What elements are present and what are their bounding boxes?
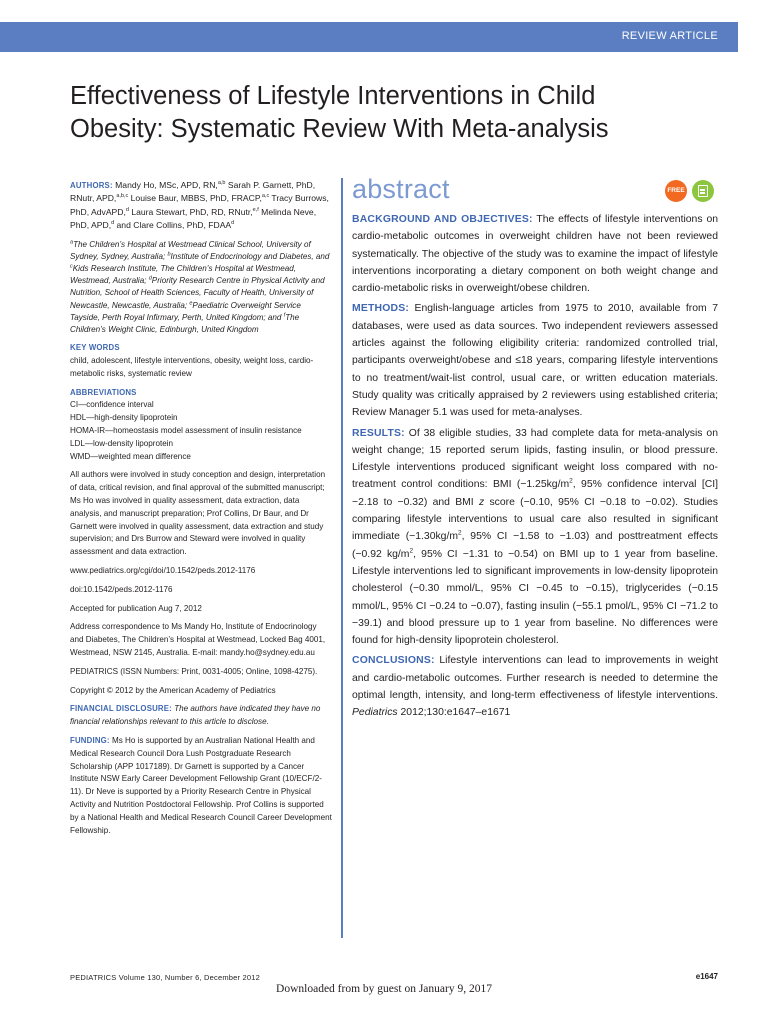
article-info-column bbox=[70, 179, 332, 837]
correspondence-address: Address correspondence to Ms Mandy Ho, Institute of Endocrinology and Diabetes, The Children’s Hospital at Westmead, Locked Bag 4001, Westmead, NSW 2145, Australia. E-mail: mandy.ho@sydney.edu.au bbox=[70, 622, 326, 657]
section-band bbox=[0, 22, 738, 52]
abstract-conclusions: CONCLUSIONS: Lifestyle interventions can lead to improvements in weight and cardio-metabolic outcomes. Further research is needed to determine the optimal length, intensity, and long-term effectiveness of lifestyle interventions. Pediatrics 2012;130:e1647–e1671 bbox=[352, 655, 718, 719]
free-access-badge: FREE bbox=[665, 180, 687, 202]
abbreviation-item: LDL—low-density lipoprotein bbox=[70, 438, 174, 448]
author-ho: Mandy Ho, MSc, APD, RN,$^{a,b}$ bbox=[115, 180, 226, 190]
author-contributions: All authors were involved in study conception and design, interpretation of data, critical revision, and final approval of the submitted manuscript; Ms Ho was involved in quality assessment, data extraction, data analysis, and manuscript preparation; Prof Collins, Dr Baur, and Dr Garnett were involved in quality assessment, data extraction and study supervision; and Drs Burrow and Steward were involved in quality assessment and data extraction. bbox=[70, 470, 326, 557]
title-line-2: Obesity: Systematic Review With Meta-analysis bbox=[70, 115, 609, 143]
column-divider bbox=[341, 178, 343, 938]
article-title bbox=[70, 80, 690, 146]
author-collins: and Clare Collins, PhD, FDAA$^d$ bbox=[114, 220, 235, 231]
article-url[interactable]: www.pediatrics.org/cgi/doi/10.1542/peds.2012-1176 bbox=[70, 566, 256, 575]
abstract-background: BACKGROUND AND OBJECTIVES: The effects of lifestyle interventions on cardio-metabolic outcomes in overweight children have not been reviewed systematically. The objective of the study was to examine the impact of lifestyle interventions incorporating a dietary component on both weight change and cardio-metabolic risks in overweight/obese children. bbox=[352, 214, 718, 295]
abbreviations-label: ABBREVIATIONS bbox=[70, 387, 137, 397]
keywords-label: KEY WORDS bbox=[70, 343, 120, 353]
authors-label: AUTHORS: bbox=[70, 181, 113, 190]
copyright: Copyright © 2012 by the American Academy of Pediatrics bbox=[70, 685, 276, 695]
download-notice: Downloaded from by guest on January 9, 2017 bbox=[276, 983, 492, 995]
abbreviation-item: HDL—high-density lipoprotein bbox=[70, 413, 178, 423]
data-supplement-icon[interactable] bbox=[692, 180, 714, 202]
page-number: e1647 bbox=[695, 972, 718, 981]
author-garnett: Sarah P. Garnett, PhD, RNutr, APD,$^{a,b,c}$ bbox=[70, 180, 316, 204]
keywords: child, adolescent, lifestyle interventions, obesity, weight loss, cardio-metabolic risks, systematic review bbox=[70, 356, 314, 378]
abbreviation-item: CI—confidence interval bbox=[70, 400, 154, 410]
author-neve: Melinda Neve, PhD, APD,$^d$ bbox=[70, 206, 317, 231]
title-line-1: Effectiveness of Lifestyle Interventions in Child bbox=[70, 82, 596, 110]
affiliations: $^a$The Children’s Hospital at Westmead Clinical School, University of Sydney, Sydney, Australia; $^b$Institute of Endocrinology and Diabetes, and $^c$Kids Research Institute, The Children’s Hospital at Westmead, Westmead, Australia; $^d$Priority Research Centre in Physical Activity and Nutrition, School of Health Sciences, Faculty of Health, University of Newcastle, Newcastle, Australia; $^e$Paediatric Overweight Service Tayside, Perth Royal Infirmary, Perth, United Kingdom; and $^f$The Children’s Weight Clinic, Edinburgh, United Kingdom bbox=[70, 238, 330, 335]
abstract-methods: METHODS: English-language articles from 1975 to 2010, available from 7 databases, were used as data sources. Two independent reviewers assessed articles against the following eligibility criteria: randomized controlled trial, participants overweight/obese and ≤18 years, comparing lifestyle interventions to no treatment/wait-list control, usual care, or written education materials. Study quality was critically appraised by 2 reviewers using established criteria; Review Manager 5.1 was used for meta-analyses. bbox=[352, 303, 718, 419]
doi: doi:10.1542/peds.2012-1176 bbox=[70, 584, 173, 594]
author-stewart: Laura Stewart, PhD, RD, RNutr,$^{e,f}$ bbox=[128, 206, 259, 217]
financial-disclosure: FINANCIAL DISCLOSURE: The authors have indicated they have no financial relationships relevant to this article to disclose. bbox=[70, 704, 321, 727]
authors bbox=[70, 179, 332, 233]
abbreviation-item: HOMA-IR—homeostasis model assessment of insulin resistance bbox=[70, 426, 302, 436]
abstract-heading: abstract bbox=[352, 174, 450, 204]
abstract-results: RESULTS: Of 38 eligible studies, 33 had complete data for meta-analysis on weight change; 15 reported serum lipids, fasting insulin, or blood pressure. Lifestyle interventions produced significant weight loss compared with no-treatment control conditions: BMI ($-1.25kg/m^2$, 95% confidence interval [CI] −2.18 to −0.32) and BMI z score (−0.10, 95% CI −0.18 to −0.02). Studies comparing lifestyle interventions to usual care also resulted in significant immediate ($-1.30kg/m^2$, 95% CI −1.58 to −1.03) and posttreatment effects (−0.92 $kg/m^2$, 95% CI −1.31 to −0.54) on BMI up to 1 year from baseline. Lifestyle interventions led to significant improvements in low-density lipoprotein cholesterol (−0.30 mmol/L, 95% CI −0.45 to −0.15), triglycerides (−0.15 mmol/L, 95% CI −0.24 to −0.07), fasting insulin (−55.1 pmol/L, 95% CI −71.2 to −39.1) and blood pressure up to 1 year from baseline. No differences were found for high-density lipoprotein cholesterol. bbox=[352, 427, 719, 647]
accepted-date: Accepted for publication Aug 7, 2012 bbox=[70, 603, 202, 613]
abstract-body bbox=[352, 211, 718, 725]
journal-name: Pediatrics bbox=[352, 707, 398, 719]
footer-journal-info: PEDIATRICS Volume 130, Number 6, December 2012 bbox=[70, 973, 260, 982]
issn: PEDIATRICS (ISSN Numbers: Print, 0031-4005; Online, 1098-4275). bbox=[70, 666, 318, 676]
funding: FUNDING: Ms Ho is supported by an Australian National Health and Medical Research Council Dora Lush Postgraduate Research Scholarship (APP 1017189). Dr Garnett is supported by a Cancer Institute NSW Early Career Development Fellowship Grant (10/ECF/2-11). Dr Neve is supported by a Priority Research Centre in Physical Activity and Nutrition Postdoctoral Fellowship. Prof Collins is supported by a National Health and Medical Research Council Career Development Fellowship. bbox=[70, 735, 332, 835]
section-label: REVIEW ARTICLE bbox=[621, 30, 718, 42]
author-baur: Louise Baur, MBBS, PhD, FRACP,$^{a,c}$ bbox=[128, 193, 270, 204]
abbreviation-item: WMD—weighted mean difference bbox=[70, 451, 191, 461]
author-burrows: Tracy Burrows, PhD, AdvAPD,$^d$ bbox=[70, 193, 329, 217]
